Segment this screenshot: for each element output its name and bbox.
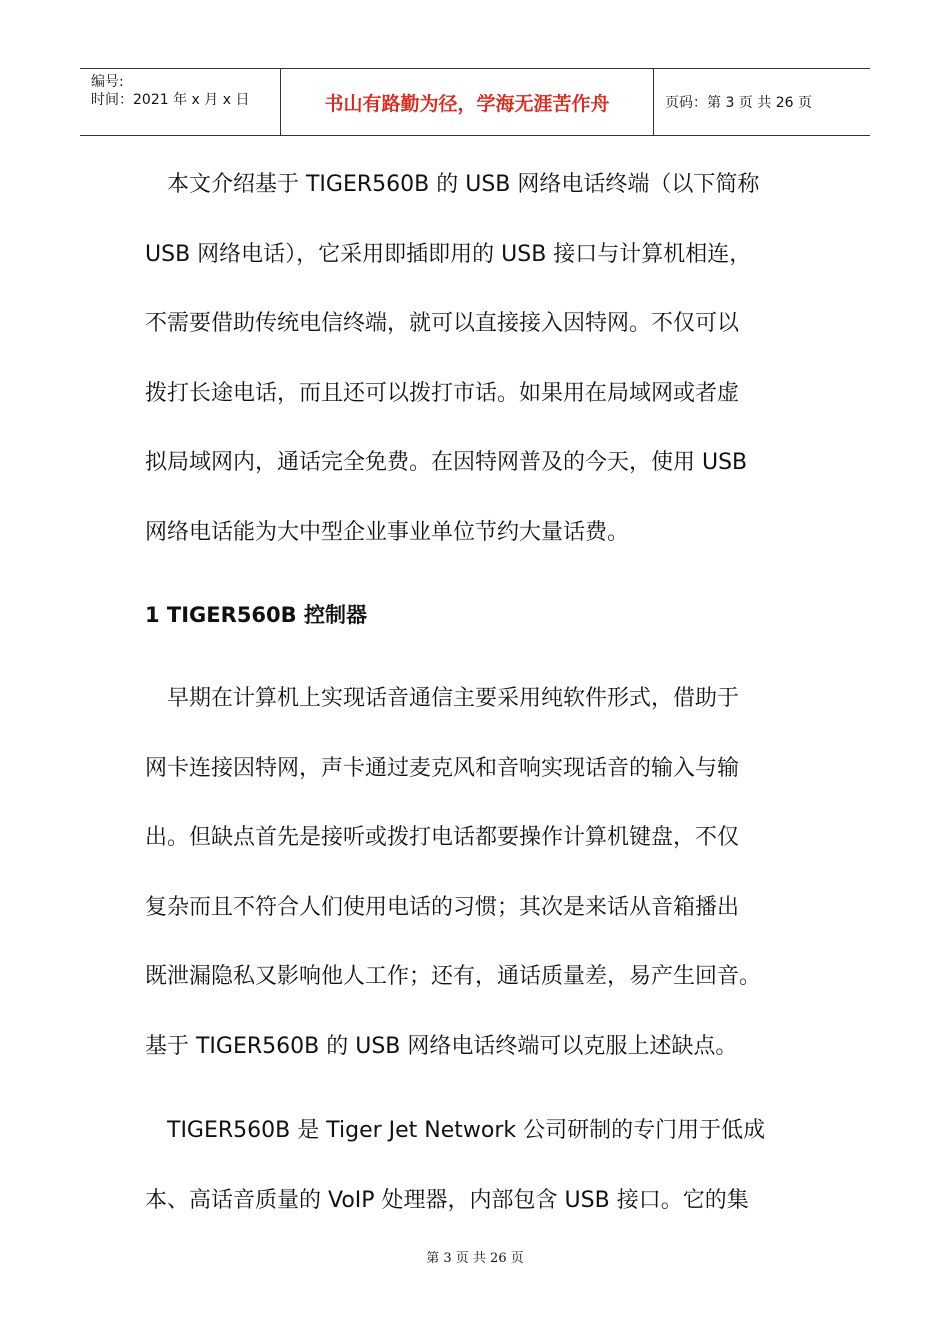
page-header [80, 68, 870, 136]
paragraph-line: 复杂而且不符合人们使用电话的习惯；其次是来话从音箱播出 [145, 894, 740, 920]
header-page-cell [654, 69, 870, 135]
date-label: 时间：2021 年 x 月 x 日 [91, 92, 250, 108]
header-meta-cell [80, 69, 281, 135]
paragraph-line: 既泄漏隐私又影响他人工作；还有，通话质量差，易产生回音。 [145, 964, 762, 989]
document-body [145, 150, 825, 567]
page-info: 页码：第 3 页 共 26 页 [665, 95, 812, 111]
paragraph-tiger560b [145, 1096, 825, 1235]
paragraph-line: 本、高话音质量的 VoIP 处理器，内部包含 USB 接口。它的集 [145, 1187, 749, 1213]
paragraph-line: 出。但缺点首先是接听或拨打电话都要操作计算机键盘，不仅 [145, 825, 740, 850]
document-body-3 [145, 1096, 825, 1235]
footer-page-number: 第 3 页 共 26 页 [426, 1251, 524, 1266]
paragraph-line: 拟局域网内，通话完全免费。在因特网普及的今天，使用 USB [145, 450, 748, 475]
page-footer [0, 1247, 950, 1266]
paragraph-intro [145, 150, 825, 567]
document-body-2 [145, 664, 825, 1081]
motto-text: 书山有路勤为径，学海无涯苦作舟 [324, 92, 610, 115]
paragraph-controller [145, 664, 825, 1081]
paragraph-line: 网络电话能为大中型企业事业单位节约大量话费。 [145, 519, 630, 545]
paragraph-line: 不需要借助传统电信终端，就可以直接接入因特网。不仅可以 [145, 311, 740, 336]
header-motto-cell [281, 69, 654, 135]
paragraph-line: 基于 TIGER560B 的 USB 网络电话终端可以克服上述缺点。 [145, 1033, 738, 1059]
paragraph-line: 本文介绍基于 TIGER560B 的 USB 网络电话终端（以下简称 [145, 172, 760, 197]
serial-number-label: 编号: [91, 74, 124, 90]
paragraph-line: 网卡连接因特网，声卡通过麦克风和音响实现话音的输入与输 [145, 755, 740, 781]
paragraph-line: TIGER560B 是 Tiger Jet Network 公司研制的专门用于低成 [145, 1118, 766, 1143]
paragraph-line: 拨打长途电话，而且还可以拨打市话。如果用在局域网或者虚 [145, 380, 740, 406]
section-heading: 1 TIGER560B 控制器 [145, 603, 367, 627]
paragraph-line: 早期在计算机上实现话音通信主要采用纯软件形式，借助于 [145, 686, 740, 711]
paragraph-line: USB 网络电话），它采用即插即用的 USB 接口与计算机相连， [145, 241, 752, 267]
